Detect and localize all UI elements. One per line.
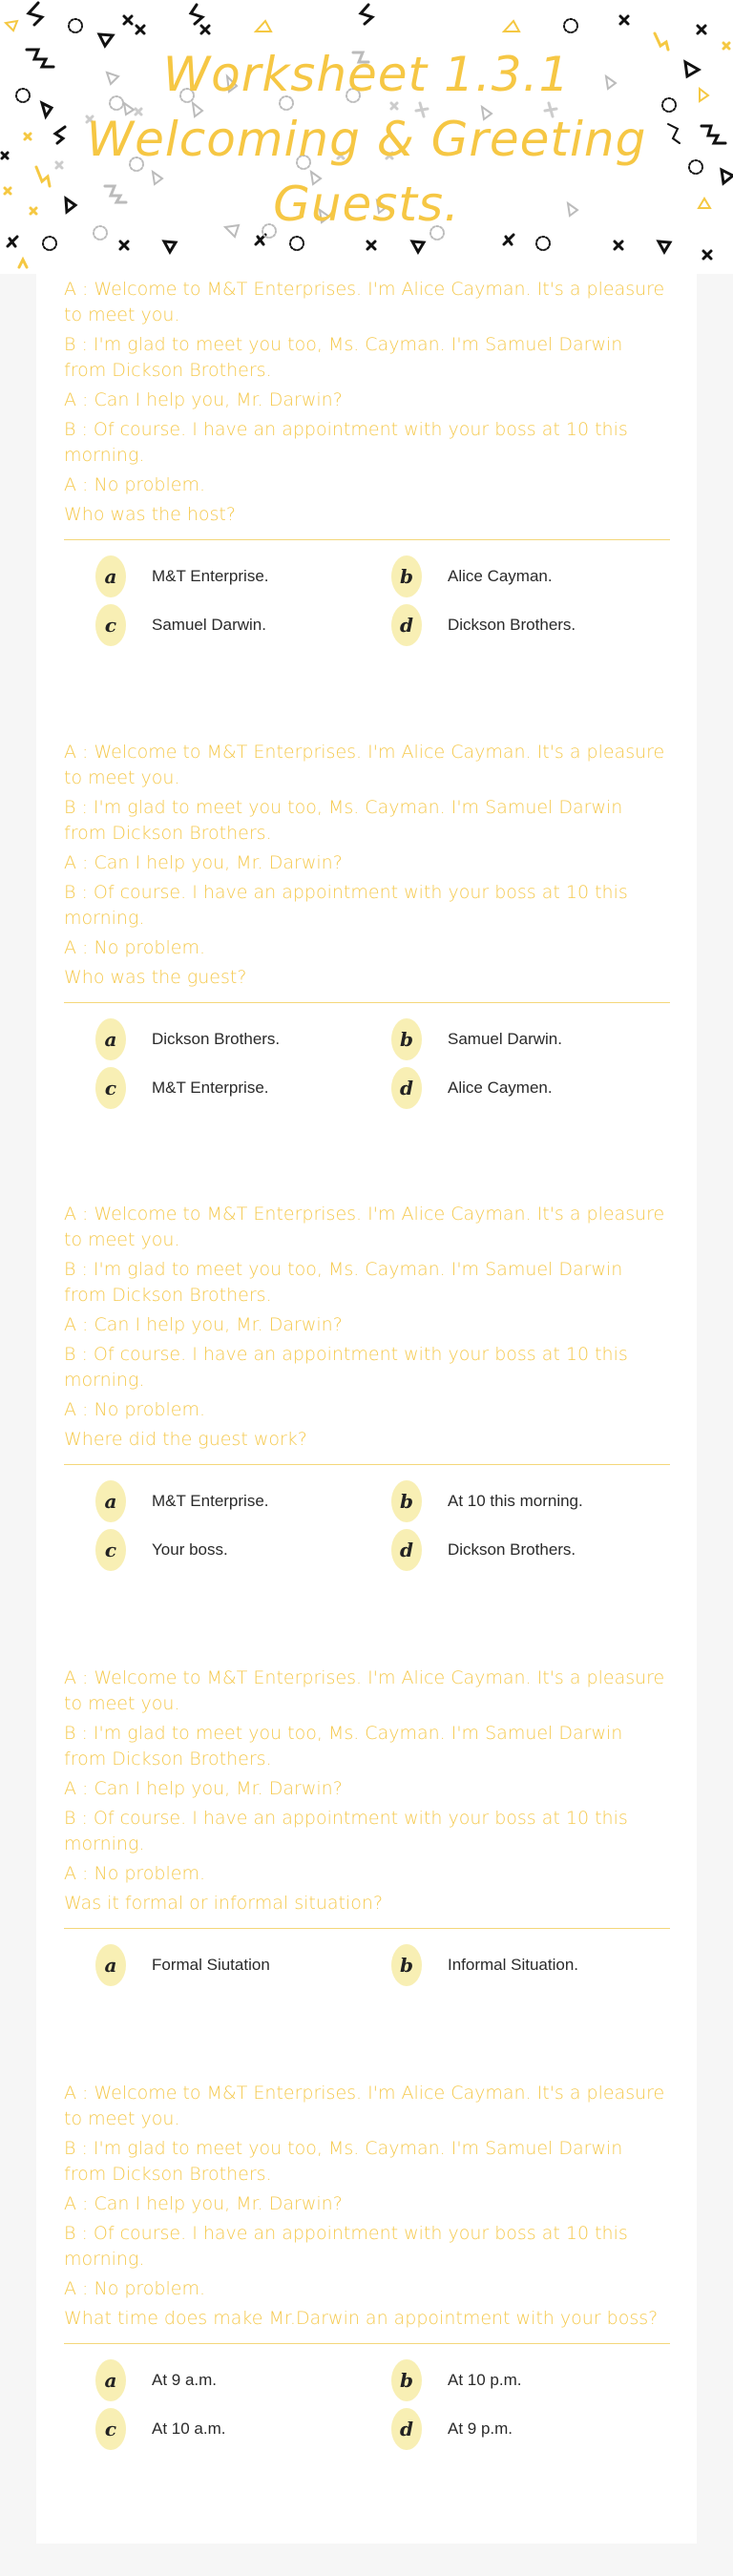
option-text: Alice Cayman. (448, 567, 553, 585)
option-a[interactable] (95, 2359, 217, 2401)
title-line-1: Worksheet 1.3.1 (162, 47, 571, 102)
option-letter-badge: d (391, 2408, 422, 2450)
dialog-line: B : I'm glad to meet you too, Ms. Cayman. I'm Samuel Darwin from Dickson Brothers. (64, 334, 623, 381)
question-block-5 (36, 2081, 697, 2464)
dialog-line: A : No problem. (64, 474, 206, 495)
dialog-text (36, 2081, 697, 2332)
divider (64, 1002, 670, 1003)
dialog-line: A : No problem. (64, 2278, 206, 2299)
option-text: Samuel Darwin. (448, 1030, 562, 1048)
dialog-text (36, 1202, 697, 1453)
option-letter-badge: a (95, 1944, 126, 1986)
option-b[interactable] (391, 1480, 583, 1522)
dialog-text (36, 1665, 697, 1916)
dialog-line: A : Welcome to M&T Enterprises. I'm Alice Cayman. It's a pleasure to meet you. (64, 279, 665, 325)
option-letter-badge: a (95, 1480, 126, 1522)
option-a[interactable] (95, 1018, 280, 1060)
option-text: M&T Enterprise. (152, 1492, 269, 1510)
option-c[interactable] (95, 604, 266, 646)
dialog-line: A : Welcome to M&T Enterprises. I'm Alice Cayman. It's a pleasure to meet you. (64, 2083, 665, 2129)
divider (64, 1464, 670, 1465)
dialog-line: A : Welcome to M&T Enterprises. I'm Alice Cayman. It's a pleasure to meet you. (64, 1204, 665, 1250)
option-text: At 10 this morning. (448, 1492, 583, 1510)
question-prompt: Who was the host? (64, 504, 236, 525)
option-letter-badge: b (391, 1944, 422, 1986)
answer-options (36, 1944, 697, 2001)
question-block-1 (36, 277, 697, 660)
dialog-text (36, 277, 697, 528)
dialog-line: B : Of course. I have an appointment with your boss at 10 this morning. (64, 1344, 628, 1391)
option-letter-badge: a (95, 2359, 126, 2401)
option-letter-badge: c (95, 604, 126, 646)
answer-options (36, 1018, 697, 1123)
option-text: M&T Enterprise. (152, 567, 269, 585)
dialog-line: B : I'm glad to meet you too, Ms. Cayman. I'm Samuel Darwin from Dickson Brothers. (64, 1259, 623, 1306)
dialog-line: A : No problem. (64, 1863, 206, 1884)
option-letter-badge: c (95, 1067, 126, 1109)
dialog-text (36, 740, 697, 991)
option-letter-badge: d (391, 1067, 422, 1109)
dialog-line: B : I'm glad to meet you too, Ms. Cayman. I'm Samuel Darwin from Dickson Brothers. (64, 797, 623, 844)
option-text: At 9 p.m. (448, 2419, 513, 2438)
question-prompt: Where did the guest work? (64, 1429, 307, 1450)
option-letter-badge: b (391, 1480, 422, 1522)
option-d[interactable] (391, 1067, 553, 1109)
dialog-line: A : Welcome to M&T Enterprises. I'm Alice Cayman. It's a pleasure to meet you. (64, 742, 665, 788)
option-b[interactable] (391, 555, 553, 597)
option-d[interactable] (391, 2408, 513, 2450)
option-letter-badge: d (391, 604, 422, 646)
question-block-4 (36, 1665, 697, 2001)
option-letter-badge: d (391, 1529, 422, 1571)
title-line-2: Welcoming & Greeting (86, 112, 647, 167)
option-letter-badge: b (391, 1018, 422, 1060)
divider (64, 2343, 670, 2344)
option-text: At 10 p.m. (448, 2371, 522, 2389)
worksheet-card (36, 274, 697, 2544)
dialog-line: A : Can I help you, Mr. Darwin? (64, 389, 343, 410)
option-text: At 10 a.m. (152, 2419, 226, 2438)
question-prompt: Who was the guest? (64, 967, 247, 988)
option-a[interactable] (95, 1944, 270, 1986)
option-d[interactable] (391, 1529, 576, 1571)
dialog-line: A : Welcome to M&T Enterprises. I'm Alice Cayman. It's a pleasure to meet you. (64, 1667, 665, 1714)
answer-options (36, 1480, 697, 1585)
option-text: Dickson Brothers. (448, 616, 576, 634)
option-c[interactable] (95, 2408, 225, 2450)
dialog-line: B : Of course. I have an appointment with your boss at 10 this morning. (64, 882, 628, 929)
option-text: Dickson Brothers. (448, 1540, 576, 1559)
worksheet-header-banner (0, 0, 733, 274)
dialog-line: B : Of course. I have an appointment with your boss at 10 this morning. (64, 1808, 628, 1854)
dialog-line: A : Can I help you, Mr. Darwin? (64, 2193, 343, 2214)
question-prompt: What time does make Mr.Darwin an appointment with your boss? (64, 2308, 659, 2329)
dialog-line: A : No problem. (64, 1399, 206, 1420)
option-text: Formal Siutation (152, 1956, 270, 1974)
dialog-line: A : Can I help you, Mr. Darwin? (64, 852, 343, 873)
divider (64, 539, 670, 540)
dialog-line: B : I'm glad to meet you too, Ms. Cayman. I'm Samuel Darwin from Dickson Brothers. (64, 1723, 623, 1770)
dialog-line: B : Of course. I have an appointment with your boss at 10 this morning. (64, 2223, 628, 2270)
worksheet-title (0, 42, 733, 237)
option-letter-badge: b (391, 2359, 422, 2401)
option-text: M&T Enterprise. (152, 1079, 269, 1097)
question-block-2 (36, 740, 697, 1123)
option-text: Dickson Brothers. (152, 1030, 281, 1048)
question-prompt: Was it formal or informal situation? (64, 1893, 384, 1914)
option-letter-badge: a (95, 555, 126, 597)
option-b[interactable] (391, 1018, 562, 1060)
option-a[interactable] (95, 1480, 269, 1522)
divider (64, 1928, 670, 1929)
dialog-line: B : Of course. I have an appointment with your boss at 10 this morning. (64, 419, 628, 466)
dialog-line: B : I'm glad to meet you too, Ms. Cayman. I'm Samuel Darwin from Dickson Brothers. (64, 2138, 623, 2185)
question-block-3 (36, 1202, 697, 1585)
option-c[interactable] (95, 1067, 269, 1109)
dialog-line: A : No problem. (64, 937, 206, 958)
option-text: Samuel Darwin. (152, 616, 266, 634)
option-text: At 9 a.m. (152, 2371, 218, 2389)
option-text: Informal Situation. (448, 1956, 579, 1974)
option-text: Your boss. (152, 1540, 228, 1559)
option-c[interactable] (95, 1529, 228, 1571)
answer-options (36, 2359, 697, 2464)
option-text: Alice Caymen. (448, 1079, 553, 1097)
option-b[interactable] (391, 2359, 521, 2401)
option-b[interactable] (391, 1944, 578, 1986)
option-letter-badge: a (95, 1018, 126, 1060)
option-letter-badge: c (95, 1529, 126, 1571)
dialog-line: A : Can I help you, Mr. Darwin? (64, 1778, 343, 1799)
option-letter-badge: c (95, 2408, 126, 2450)
option-a[interactable] (95, 555, 269, 597)
dialog-line: A : Can I help you, Mr. Darwin? (64, 1314, 343, 1335)
title-line-3: Guests. (273, 177, 460, 232)
answer-options (36, 555, 697, 660)
option-d[interactable] (391, 604, 576, 646)
option-letter-badge: b (391, 555, 422, 597)
